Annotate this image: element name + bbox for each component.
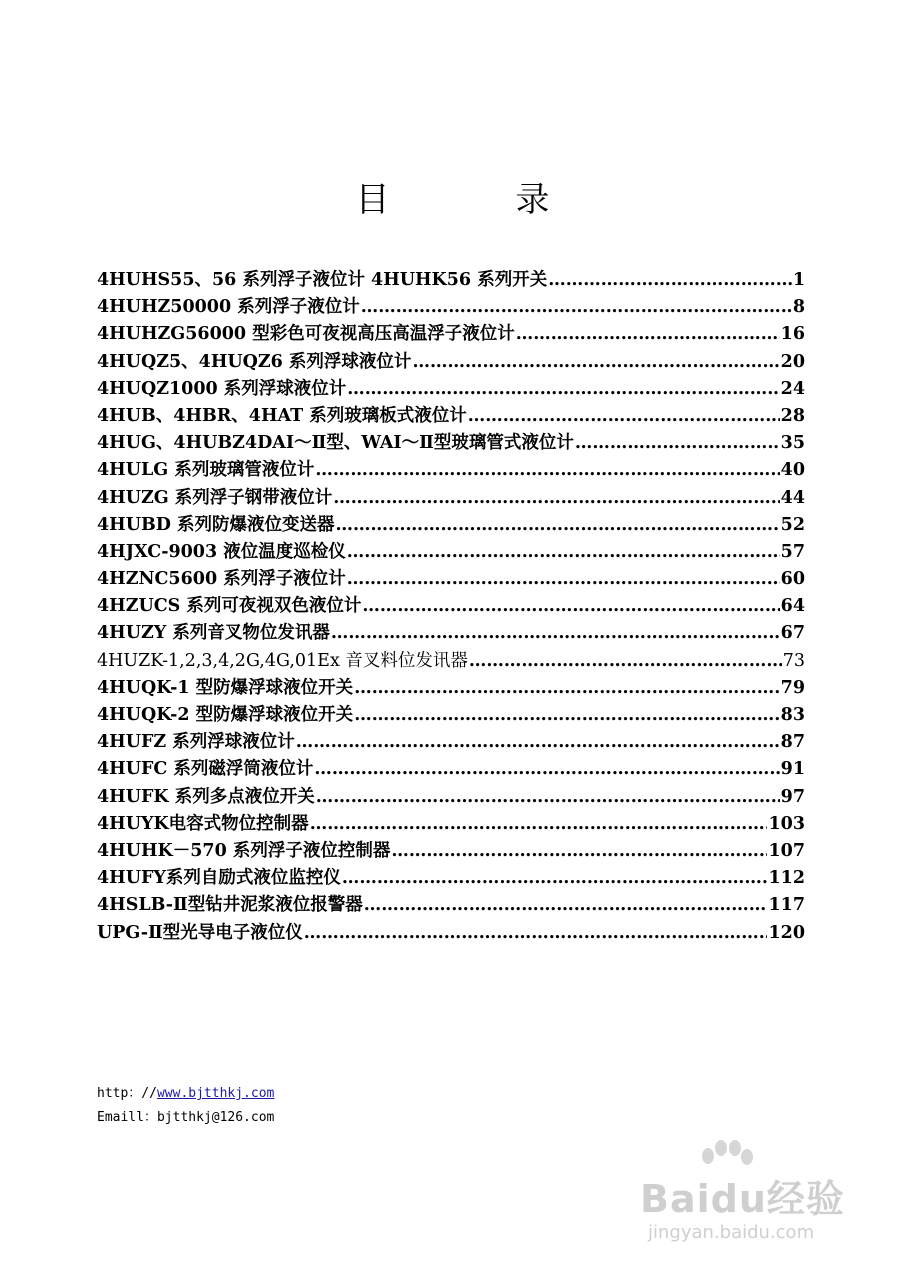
toc-leader-dots <box>354 678 779 698</box>
email-line <box>97 1106 274 1130</box>
baidu-jingyan-watermark <box>640 1140 870 1250</box>
toc-entry-page: 97 <box>780 786 805 807</box>
toc-leader-dots <box>296 732 780 752</box>
toc-entry[interactable] <box>97 891 805 918</box>
toc-leader-dots <box>314 759 779 779</box>
toc-entry[interactable] <box>97 837 805 864</box>
toc-leader-dots <box>347 379 779 399</box>
email-address[interactable]: bjtthkj@126.com <box>156 1110 275 1125</box>
toc-entry-page: 60 <box>780 569 805 590</box>
toc-leader-dots <box>468 406 780 426</box>
toc-entry[interactable] <box>97 728 805 755</box>
toc-leader-dots <box>516 324 780 344</box>
toc-entry-page: 120 <box>768 922 805 943</box>
toc-entry-title: UPG-Ⅱ型光导电子液位仪 <box>97 922 303 943</box>
toc-entry-title: 4HUZG 系列浮子钢带液位计 <box>97 487 333 508</box>
toc-entry-title: 4HULG 系列玻璃管液位计 <box>97 460 315 481</box>
toc-entry[interactable] <box>97 348 805 375</box>
toc-entry-page: 1 <box>792 270 805 290</box>
watermark-domain: jingyan.baidu.com <box>648 1222 815 1243</box>
toc-leader-dots <box>361 297 792 317</box>
toc-leader-dots <box>347 569 780 589</box>
toc-entry-page: 35 <box>780 433 805 454</box>
toc-entry-title: 4HUHS55、56 系列浮子液位计 4HUHK56 系列开关 <box>97 270 548 290</box>
toc-entry-title: 4HUHZG56000 型彩色可夜视高压高温浮子液位计 <box>97 324 515 345</box>
toc-entry[interactable] <box>97 402 805 429</box>
toc-entry-page: 24 <box>780 378 805 399</box>
toc-leader-dots <box>575 433 780 453</box>
toc-leader-dots <box>354 705 779 725</box>
toc-entry-title: 4HUQZ1000 系列浮球液位计 <box>97 378 347 399</box>
page-title <box>0 172 905 222</box>
toc-entry[interactable] <box>97 783 805 810</box>
toc-entry-title: 4HUFZ 系列浮球液位计 <box>97 732 295 753</box>
email-label: Emaill： <box>97 1110 157 1125</box>
toc-entry-page: 64 <box>780 596 805 617</box>
toc-entry-page: 57 <box>780 541 805 562</box>
toc-entry-title: 4HUFK 系列多点液位开关 <box>97 786 315 807</box>
page-title-char-2: 录 <box>515 180 550 220</box>
toc-entry-page: 20 <box>780 351 805 372</box>
toc-leader-dots <box>310 814 768 834</box>
toc-entry-page: 87 <box>780 732 805 753</box>
website-line <box>97 1082 274 1106</box>
toc-entry-title: 4HSLB-Ⅱ型钻井泥浆液位报警器 <box>97 895 363 916</box>
toc-leader-dots <box>315 460 779 480</box>
toc-leader-dots <box>364 895 768 915</box>
toc-leader-dots <box>331 623 780 643</box>
toc-entry[interactable] <box>97 864 805 891</box>
website-link[interactable]: www.bjtthkj.com <box>156 1086 275 1101</box>
toc-entry[interactable] <box>97 701 805 728</box>
toc-entry[interactable] <box>97 511 805 538</box>
toc-entry[interactable] <box>97 919 805 946</box>
toc-leader-dots <box>342 868 768 888</box>
toc-entry[interactable] <box>97 592 805 619</box>
watermark-brand: Baidu经验 <box>640 1177 845 1221</box>
toc-entry-title: 4HUZK-1,2,3,4,2G,4G,01Ex 音叉料位发讯器 <box>97 650 468 671</box>
toc-entry-title: 4HUB、4HBR、4HAT 系列玻璃板式液位计 <box>97 405 467 426</box>
toc-entry-page: 44 <box>780 487 805 508</box>
toc-entry-page: 103 <box>768 813 805 834</box>
toc-entry-title: 4HZNC5600 系列浮子液位计 <box>97 569 346 590</box>
toc-entry[interactable] <box>97 538 805 565</box>
toc-leader-dots <box>412 352 779 372</box>
toc-entry[interactable] <box>97 755 805 782</box>
toc-leader-dots <box>548 270 792 290</box>
toc-entry[interactable] <box>97 293 805 320</box>
toc-leader-dots <box>336 515 780 535</box>
toc-entry-page: 107 <box>768 840 805 861</box>
toc-entry-page: 16 <box>780 324 805 345</box>
contact-info <box>97 1082 274 1130</box>
toc-entry-page: 83 <box>780 705 805 725</box>
toc-entry-title: 4HZUCS 系列可夜视双色液位计 <box>97 596 362 617</box>
toc-entry-title: 4HUFY系列自励式液位监控仪 <box>97 868 341 889</box>
toc-entry-title: 4HJXC-9003 液位温度巡检仪 <box>97 541 346 562</box>
toc-entry-page: 67 <box>780 623 805 644</box>
toc-entry[interactable] <box>97 674 805 701</box>
toc-entry-title: 4HUHK－570 系列浮子液位控制器 <box>97 840 391 861</box>
toc-entry[interactable] <box>97 647 805 674</box>
toc-entry[interactable] <box>97 484 805 511</box>
toc-entry-page: 73 <box>782 650 805 671</box>
toc-entry[interactable] <box>97 320 805 347</box>
toc-entry-title: 4HUHZ50000 系列浮子液位计 <box>97 297 360 318</box>
toc-leader-dots <box>304 923 768 943</box>
page-title-char-1: 目 <box>355 180 390 220</box>
toc-entry-page: 79 <box>780 677 805 698</box>
toc-entry-page: 28 <box>780 405 805 426</box>
toc-entry[interactable] <box>97 619 805 646</box>
toc-leader-dots <box>391 841 767 861</box>
toc-entry-page: 91 <box>780 759 805 780</box>
toc-entry-title: 4HUQZ5、4HUQZ6 系列浮球液位计 <box>97 351 412 372</box>
toc-entry[interactable] <box>97 565 805 592</box>
toc-entry-title: 4HUG、4HUBZ4DAⅠ～Ⅱ型、WAⅠ～Ⅱ型玻璃管式液位计 <box>97 433 574 454</box>
toc-entry-page: 8 <box>792 297 805 318</box>
toc-entry-page: 40 <box>780 460 805 481</box>
toc-entry-title: 4HUZY 系列音叉物位发讯器 <box>97 623 330 644</box>
toc-leader-dots <box>469 651 782 671</box>
website-label: http：// <box>97 1086 157 1101</box>
toc-entry-page: 112 <box>768 868 805 889</box>
toc-entry[interactable] <box>97 429 805 456</box>
toc-entry[interactable] <box>97 456 805 483</box>
toc-entry-title: 4HUQK-2 型防爆浮球液位开关 <box>97 705 354 725</box>
toc-entry-title: 4HUFC 系列磁浮筒液位计 <box>97 759 314 780</box>
toc-entry-title: 4HUQK-1 型防爆浮球液位开关 <box>97 677 354 698</box>
toc-entry-page: 117 <box>768 895 805 916</box>
toc-leader-dots <box>333 488 779 508</box>
table-of-contents <box>97 266 805 946</box>
toc-entry[interactable] <box>97 266 805 293</box>
toc-entry-title: 4HUYK电容式物位控制器 <box>97 813 309 834</box>
toc-entry[interactable] <box>97 810 805 837</box>
toc-leader-dots <box>347 542 780 562</box>
toc-entry-page: 52 <box>780 514 805 535</box>
toc-entry-title: 4HUBD 系列防爆液位变送器 <box>97 514 335 535</box>
toc-entry[interactable] <box>97 375 805 402</box>
toc-leader-dots <box>316 787 780 807</box>
toc-leader-dots <box>362 596 779 616</box>
